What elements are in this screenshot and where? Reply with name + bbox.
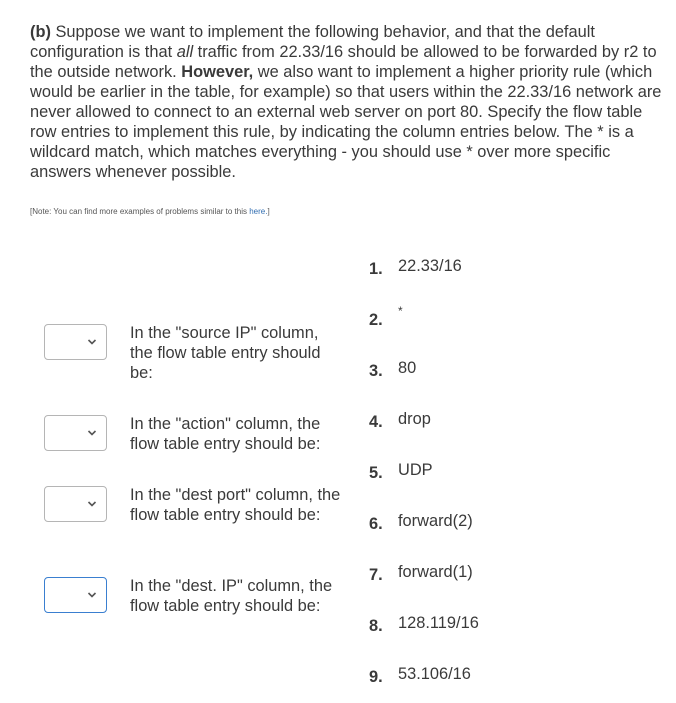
answer-number: 2. xyxy=(369,311,383,329)
answer-text: drop xyxy=(398,410,431,428)
part-label: (b) xyxy=(30,23,51,41)
chevron-down-icon xyxy=(87,338,97,346)
question-emphasis-however: However, xyxy=(181,63,254,81)
question-text-1: Suppose we want to implement the following behavior, and that the default configuration is that xyxy=(30,23,595,61)
dest-port-select[interactable] xyxy=(44,486,107,522)
question-emphasis-all: all xyxy=(176,43,194,61)
answer-text: 53.106/16 xyxy=(398,665,471,683)
action-prompt: In the "action" column, the flow table entry should be: xyxy=(130,415,321,453)
source-ip-select[interactable] xyxy=(44,324,107,360)
note-suffix: ] xyxy=(267,207,270,216)
answer-option-3 xyxy=(369,358,416,378)
chevron-down-icon xyxy=(87,591,97,599)
answer-option-1 xyxy=(369,256,462,276)
answer-text: forward(1) xyxy=(398,563,473,581)
answer-option-9 xyxy=(369,664,471,684)
chevron-down-icon xyxy=(87,500,97,508)
question-text xyxy=(30,22,670,182)
dest-port-prompt: In the "dest port" column, the flow table entry should be: xyxy=(130,486,341,524)
answer-text: * xyxy=(398,304,403,318)
answer-option-4 xyxy=(369,409,431,429)
note-link[interactable]: here. xyxy=(249,207,268,216)
answer-number: 3. xyxy=(369,362,383,380)
note xyxy=(30,207,270,216)
answer-text: forward(2) xyxy=(398,512,473,530)
source-ip-prompt: In the "source IP" column, the flow table entry should be: xyxy=(130,324,321,382)
chevron-down-icon xyxy=(87,429,97,437)
answer-text: 80 xyxy=(398,359,417,377)
answer-option-7 xyxy=(369,562,473,582)
answer-option-2 xyxy=(369,304,403,329)
answer-text: UDP xyxy=(398,461,433,479)
question-text-2: traffic from 22.33/16 should be allowed to be forwarded by r2 to the outside network. xyxy=(30,43,657,81)
answer-number: 9. xyxy=(369,668,383,686)
answer-number: 4. xyxy=(369,413,383,431)
answer-option-6 xyxy=(369,511,473,531)
answer-text: 22.33/16 xyxy=(398,257,462,275)
answer-number: 5. xyxy=(369,464,383,482)
answer-number: 8. xyxy=(369,617,383,635)
answer-number: 1. xyxy=(369,260,383,278)
answer-number: 7. xyxy=(369,566,383,584)
answer-text: 128.119/16 xyxy=(398,614,479,632)
dest-ip-select[interactable] xyxy=(44,577,107,613)
question-text-3: we also want to implement a higher priority rule (which would be earlier in the table, for example) so that users within the 22.33/16 network are never allowed to connect to an external web server on port 80. Specify the flow table row entries to implement this rule, by indicating the column entries below. The * is a wildcard match, which matches everything - you should use * over more specific answers whenever possible. xyxy=(30,63,662,181)
answer-number: 6. xyxy=(369,515,383,533)
answer-option-5 xyxy=(369,460,433,480)
note-prefix: [Note: You can find more examples of problems similar to this xyxy=(30,207,250,216)
answer-option-8 xyxy=(369,613,479,633)
action-select[interactable] xyxy=(44,415,107,451)
dest-ip-prompt: In the "dest. IP" column, the flow table entry should be: xyxy=(130,577,333,615)
